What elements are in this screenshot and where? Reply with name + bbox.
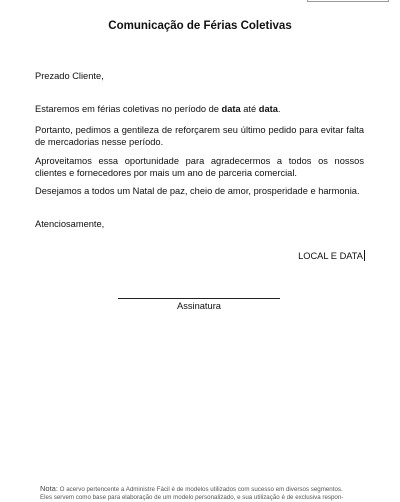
greeting-text: Prezado Cliente, — [35, 71, 104, 81]
footnote-line-1: O acervo pertencente a Administre Fácil é de modelos utilizados com sucesso em diversos segmentos. — [59, 486, 343, 493]
period-text-start: Estaremos em férias coletivas no período de — [35, 104, 222, 114]
signature-label: Assinatura — [177, 301, 221, 311]
top-frame-box — [307, 0, 389, 2]
vacation-period-paragraph — [35, 104, 364, 116]
signature-line — [118, 298, 280, 299]
footnote — [40, 485, 362, 502]
end-date-placeholder: data — [258, 104, 278, 114]
period-text-middle: até — [240, 104, 259, 114]
start-date-placeholder: data — [221, 104, 241, 114]
period-text-end: . — [277, 104, 281, 114]
closing-text: Atenciosamente, — [35, 219, 105, 229]
document-title: Comunicação de Férias Coletivas — [108, 20, 292, 32]
local-date-text: LOCAL E DATA — [298, 251, 363, 261]
text-cursor — [364, 250, 365, 261]
footnote-label: Nota: — [40, 484, 58, 493]
order-request-paragraph: Portanto, pedimos a gentileza de reforçarem seu último pedido para evitar falta de mercadorias nesse período. — [35, 125, 364, 147]
wishes-paragraph: Desejamos a todos um Natal de paz, cheio de amor, prosperidade e harmonia. — [35, 186, 360, 196]
thanks-paragraph: Aproveitamos essa oportunidade para agradecermos a todos os nossos clientes e fornecedores por mais um ano de parceria comercial. — [35, 156, 364, 178]
local-date-field[interactable] — [298, 250, 365, 263]
footnote-line-2: Eles servem como base para elaboração de um modelo personalizado, e sua utilização é de exclusiva respon- — [40, 494, 344, 501]
